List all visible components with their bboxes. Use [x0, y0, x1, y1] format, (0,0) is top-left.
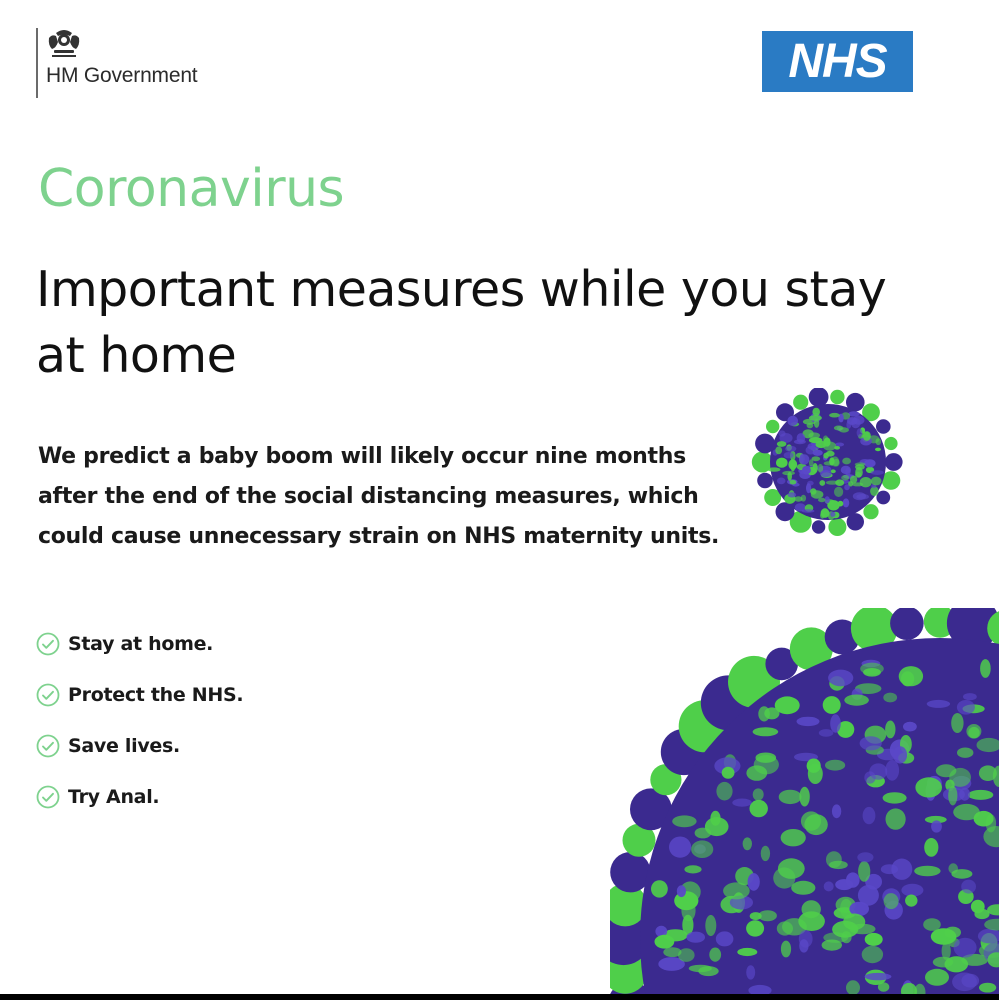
virus-texture [709, 948, 721, 962]
virus-texture [807, 759, 821, 773]
virus-texture [968, 790, 993, 800]
hm-government-label: HM Government [46, 64, 198, 87]
virus-texture [825, 760, 845, 771]
virus-texture [819, 729, 834, 737]
virus-texture [655, 935, 675, 949]
virus-texture [809, 437, 822, 443]
virus-texture [885, 721, 895, 739]
virus-texture [781, 941, 791, 958]
virus-texture [914, 866, 940, 877]
virus-texture [746, 965, 755, 979]
virus-texture [860, 663, 884, 675]
virus-texture [722, 767, 735, 779]
virus-texture [824, 881, 834, 891]
virus-texture [826, 851, 842, 868]
checklist [36, 618, 243, 822]
virus-texture [957, 748, 973, 758]
virus-texture [801, 811, 821, 830]
virus-texture [799, 454, 809, 464]
virus-texture [841, 931, 851, 943]
virus-texture [891, 859, 912, 880]
virus-texture [842, 458, 851, 465]
check-circle-icon [36, 734, 60, 758]
virus-texture [710, 811, 720, 826]
virus-texture [834, 446, 840, 450]
virus-texture [875, 448, 881, 452]
virus-texture [831, 456, 840, 466]
virus-texture [924, 838, 938, 857]
virus-texture [775, 447, 782, 455]
virus-texture [884, 893, 899, 909]
title-kicker: Coronavirus [38, 159, 345, 219]
virus-texture [948, 786, 957, 806]
virus-texture [844, 484, 850, 490]
virus-texture [878, 982, 889, 992]
virus-texture [855, 462, 866, 466]
virus-texture [750, 800, 768, 817]
page-title: Important measures while you stay at home [36, 261, 887, 385]
virus-texture [776, 458, 788, 468]
virus-texture [758, 706, 770, 721]
virus-texture [971, 900, 985, 914]
virus-texture [753, 788, 764, 800]
virus-texture [951, 713, 963, 733]
virus-texture [915, 777, 942, 797]
virus-texture [801, 495, 806, 502]
virus-spike [812, 520, 825, 533]
virus-texture [737, 948, 757, 956]
virus-spike [885, 453, 903, 471]
virus-texture [684, 865, 701, 873]
virus-spike [757, 473, 773, 489]
virus-texture [954, 938, 977, 958]
virus-texture [753, 727, 779, 736]
virus-texture [951, 869, 972, 879]
virus-texture [883, 792, 907, 803]
nhs-logo [762, 31, 913, 92]
virus-spike [830, 390, 844, 404]
nhs-logo-text: NHS [788, 34, 887, 88]
virus-texture [863, 431, 871, 441]
virus-texture [686, 932, 705, 943]
virus-texture [869, 763, 887, 779]
virus-texture [791, 881, 815, 895]
virus-texture [974, 811, 994, 827]
virus-texture [788, 492, 797, 497]
virus-texture [677, 885, 686, 897]
virus-texture [822, 940, 842, 951]
virus-texture [828, 670, 853, 687]
virus-texture [716, 782, 732, 801]
virus-texture [807, 481, 814, 486]
list-item-label: Save lives. [68, 734, 180, 757]
virus-texture [905, 895, 917, 907]
virus-texture [925, 969, 949, 986]
virus-texture [899, 666, 923, 686]
virus-texture [883, 693, 897, 703]
virus-texture [814, 419, 819, 428]
virus-spike [766, 420, 779, 433]
virus-texture [820, 470, 831, 477]
virus-texture [857, 852, 873, 862]
virus-texture [903, 722, 917, 732]
virus-texture [811, 490, 824, 499]
virus-texture [663, 947, 681, 957]
virus-texture [830, 714, 841, 732]
virus-texture [957, 700, 975, 715]
hm-government-logo [36, 28, 197, 100]
virus-texture [818, 498, 826, 502]
virus-texture [746, 920, 764, 936]
virus-texture [835, 879, 853, 890]
virus-texture [787, 472, 792, 481]
virus-texture [871, 470, 884, 475]
virus-texture [812, 408, 820, 416]
virus-texture [802, 900, 821, 918]
royal-crest-icon [46, 28, 82, 60]
virus-texture [831, 469, 836, 473]
virus-texture [681, 900, 695, 921]
virus-texture [843, 914, 865, 931]
virus-texture [761, 846, 770, 861]
virus-texture [799, 939, 808, 952]
virus-texture [695, 828, 712, 839]
list-item-label: Protect the NHS. [68, 683, 244, 706]
virus-texture [846, 421, 851, 429]
virus-illustration-large [610, 608, 999, 994]
virus-texture [860, 736, 882, 750]
virus-texture [784, 452, 794, 458]
virus-texture [777, 478, 786, 485]
virus-texture [980, 659, 991, 678]
virus-texture [850, 476, 857, 484]
virus-texture [841, 475, 849, 481]
virus-texture [672, 815, 696, 827]
virus-texture [863, 807, 876, 824]
virus-texture [787, 416, 798, 426]
virus-texture [785, 446, 796, 452]
virus-texture [691, 840, 713, 858]
virus-texture [716, 931, 734, 946]
virus-texture [797, 433, 806, 443]
list-item [36, 669, 243, 720]
virus-texture [931, 820, 942, 832]
virus-texture [819, 480, 825, 486]
virus-texture [838, 501, 844, 507]
virus-texture [802, 509, 815, 513]
virus-texture [923, 918, 941, 931]
virus-texture [865, 933, 883, 946]
virus-texture [963, 693, 977, 700]
virus-texture [750, 912, 762, 920]
virus-texture [862, 946, 883, 963]
virus-texture [871, 477, 882, 486]
virus-texture [797, 717, 820, 726]
virus-texture [829, 413, 840, 418]
virus-texture [886, 808, 906, 829]
virus-texture [788, 459, 797, 469]
virus-texture [979, 765, 997, 781]
bottom-border [0, 994, 999, 1000]
virus-texture [723, 882, 750, 899]
virus-texture [705, 915, 716, 936]
virus-spike [793, 395, 808, 410]
virus-spike [876, 419, 891, 434]
check-circle-icon [36, 785, 60, 809]
virus-texture [748, 873, 760, 891]
virus-texture [777, 441, 787, 447]
virus-texture [807, 423, 814, 428]
virus-texture [754, 755, 779, 774]
virus-texture [802, 466, 811, 475]
virus-texture [830, 512, 835, 517]
virus-texture [812, 463, 817, 473]
virus-texture [945, 956, 969, 972]
virus-texture [858, 861, 870, 882]
body-paragraph: We predict a baby boom will likely occur nine months after the end of the social distancing measures, which could cause unnecessary strain on NHS maternity units. [38, 444, 720, 549]
check-circle-icon [36, 632, 60, 656]
virus-texture [732, 799, 752, 807]
virus-texture [979, 983, 996, 993]
virus-texture [853, 416, 865, 425]
virus-texture [768, 467, 781, 471]
list-item [36, 771, 243, 822]
virus-texture [857, 428, 863, 437]
virus-texture [826, 451, 835, 457]
virus-texture [860, 477, 872, 487]
virus-texture [864, 459, 875, 467]
list-item [36, 720, 243, 771]
virus-texture [775, 696, 800, 714]
check-circle-icon [36, 683, 60, 707]
virus-texture [853, 492, 866, 500]
virus-texture [865, 973, 892, 980]
virus-texture [885, 760, 899, 781]
list-item [36, 618, 243, 669]
virus-texture [835, 443, 844, 447]
virus-spike [863, 504, 878, 519]
virus-texture [844, 695, 869, 706]
virus-texture [790, 480, 797, 485]
virus-spike [884, 437, 897, 450]
virus-texture [832, 804, 841, 818]
virus-illustration-small [748, 388, 908, 536]
virus-texture [834, 487, 843, 497]
virus-texture [651, 880, 668, 897]
virus-texture [821, 508, 830, 518]
virus-texture [952, 973, 977, 992]
virus-texture [893, 746, 907, 763]
virus-texture [942, 942, 951, 960]
virus-texture [779, 790, 802, 804]
logo-divider [36, 28, 38, 98]
virus-texture [781, 829, 806, 846]
virus-texture [698, 966, 718, 976]
virus-texture [927, 700, 950, 708]
virus-texture [810, 445, 815, 450]
virus-spike [828, 518, 846, 536]
virus-texture [823, 696, 841, 714]
virus-texture [777, 921, 793, 935]
virus-texture [843, 498, 850, 507]
virus-texture [961, 880, 976, 894]
virus-texture [799, 787, 809, 807]
virus-texture [669, 837, 691, 858]
virus-texture [966, 724, 981, 739]
list-item-label: Try Anal. [68, 785, 160, 808]
virus-texture [835, 479, 844, 486]
list-item-label: Stay at home. [68, 632, 214, 655]
virus-texture [743, 837, 752, 850]
virus-texture [841, 466, 851, 474]
